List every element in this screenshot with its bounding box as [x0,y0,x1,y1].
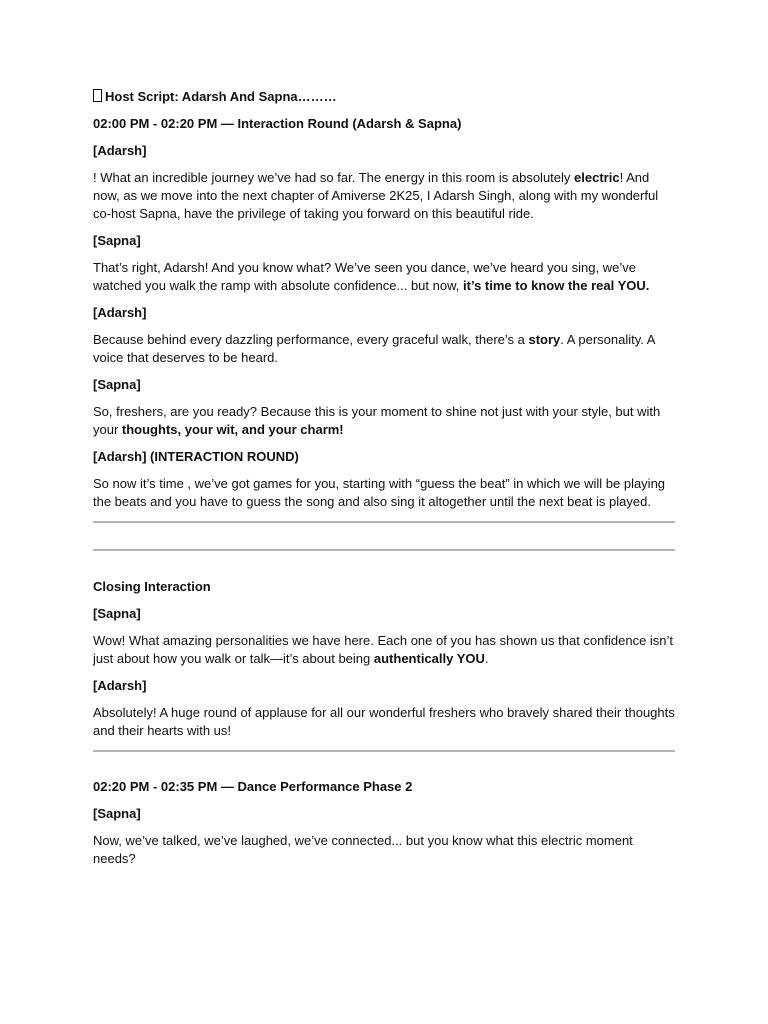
paragraph: Absolutely! A huge round of applause for all our wonderful freshers who bravely shared their thoughts and their hearts with us! [93,705,675,738]
section-heading-dance: 02:20 PM - 02:35 PM — Dance Performance Phase 2 [93,779,413,794]
paragraph: Wow! What amazing personalities we have here. Each one of you has shown us that confidence isn’t just about how you walk or talk—it’s about being authentically YOU. [93,633,674,666]
paragraph: So now it’s time , we’ve got games for you, starting with “guess the beat” in which we will be playing the beats and you have to guess the song and also sing it altogether until the next beat is played. [93,476,666,509]
speaker-label: [Adarsh] (INTERACTION ROUND) [93,449,299,464]
section-heading-interaction: 02:00 PM - 02:20 PM — Interaction Round (Adarsh & Sapna) [93,116,462,131]
paragraph: That’s right, Adarsh! And you know what? We’ve seen you dance, we’ve heard you sing, we’ve watched you walk the ramp with absolute confidence... but now, it’s time to know the real YOU. [93,260,650,293]
speaker-label: [Sapna] [93,806,141,821]
doc-title: Host Script: Adarsh And Sapna……… [93,88,675,106]
speaker-label: [Adarsh] [93,678,147,693]
section-heading-closing: Closing Interaction [93,579,211,594]
speaker-label: [Sapna] [93,377,141,392]
speaker-label: [Adarsh] [93,143,147,158]
horizontal-rule [93,750,675,752]
speaker-label: [Sapna] [93,233,141,248]
paragraph: ! What an incredible journey we’ve had so far. The energy in this room is absolutely electric! And now, as we move into the next chapter of Amiverse 2K25, I Adarsh Singh, along with my wonderful co-host Sapna, have the privilege of taking you forward on this beautiful ride. [93,170,659,221]
missing-glyph-icon [93,89,102,102]
horizontal-rule [93,521,675,523]
speaker-label: [Sapna] [93,606,141,621]
horizontal-rule [93,549,675,551]
paragraph: Because behind every dazzling performance, every graceful walk, there’s a story. A personality. A voice that deserves to be heard. [93,332,655,365]
paragraph: So, freshers, are you ready? Because this is your moment to shine not just with your style, but with your thoughts, your wit, and your charm! [93,404,661,437]
paragraph: Now, we’ve talked, we’ve laughed, we’ve connected... but you know what this electric moment needs? [93,833,633,866]
document-page [93,88,675,877]
speaker-label: [Adarsh] [93,305,147,320]
